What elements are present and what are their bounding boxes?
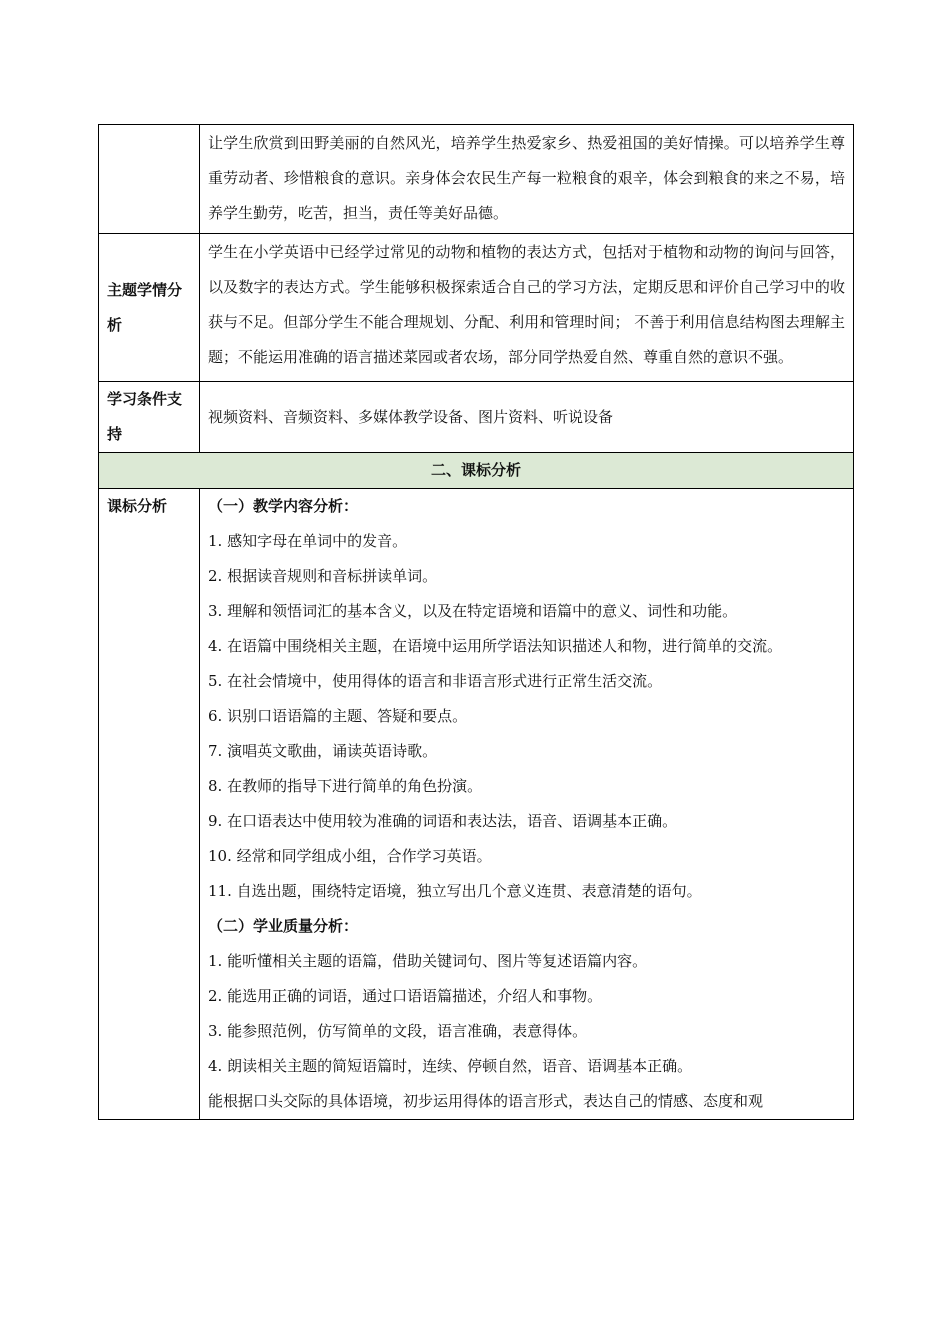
list-item: 4. 朗读相关主题的简短语篇时，连续、停顿自然，语音、语调基本正确。 bbox=[208, 1057, 693, 1075]
list-item: 10. 经常和同学组成小组，合作学习英语。 bbox=[208, 847, 492, 865]
teaching-content-list bbox=[208, 524, 845, 909]
learning-conditions-row bbox=[99, 382, 854, 453]
list-item: 11. 自选出题，围绕特定语境，独立写出几个意义连贯、表意清楚的语句。 bbox=[208, 882, 702, 900]
learner-analysis-label: 主题学情分析 bbox=[99, 234, 200, 382]
curriculum-analysis-row bbox=[99, 489, 854, 1120]
curriculum-analysis-label: 课标分析 bbox=[99, 489, 200, 1120]
list-item: 3. 能参照范例，仿写简单的文段，语言准确，表意得体。 bbox=[208, 1022, 588, 1040]
list-item: 能根据口头交际的具体语境，初步运用得体的语言形式，表达自己的情感、态度和观 bbox=[208, 1092, 764, 1110]
list-item: 2. 能选用正确的词语，通过口语语篇描述，介绍人和事物。 bbox=[208, 987, 603, 1005]
list-item: 7. 演唱英文歌曲，诵读英语诗歌。 bbox=[208, 742, 438, 760]
document-page bbox=[98, 124, 853, 1120]
list-item: 4. 在语篇中围绕相关主题，在语境中运用所学语法知识描述人和物，进行简单的交流。 bbox=[208, 637, 783, 655]
list-item: 1. 能听懂相关主题的语篇，借助关键词句、图片等复述语篇内容。 bbox=[208, 952, 648, 970]
list-item: 2. 根据读音规则和音标拼读单词。 bbox=[208, 567, 438, 585]
list-item: 3. 理解和领悟词汇的基本含义，以及在特定语境和语篇中的意义、词性和功能。 bbox=[208, 602, 738, 620]
section-curriculum-header-row bbox=[99, 453, 854, 489]
learner-analysis-row bbox=[99, 234, 854, 382]
learning-conditions-label: 学习条件支持 bbox=[99, 382, 200, 453]
lesson-plan-table bbox=[98, 124, 854, 1120]
list-item: 1. 感知字母在单词中的发音。 bbox=[208, 532, 408, 550]
learner-analysis-text: 学生在小学英语中已经学过常见的动物和植物的表达方式，包括对于植物和动物的询问与回答，以及数字的表达方式。学生能够积极探索适合自己的学习方法，定期反思和评价自己学习中的收获与不足。但部分学生不能合理规划、分配、利用和管理时间； 不善于利用信息结构图去理解主题；不能运用准确的语言描述菜园或者农场，部分同学热爱自然、尊重自然的意识不强。 bbox=[200, 234, 854, 382]
goals-continuation-text: 让学生欣赏到田野美丽的自然风光，培养学生热爱家乡、热爱祖国的美好情操。可以培养学生尊重劳动者、珍惜粮食的意识。亲身体会农民生产每一粒粮食的艰辛，体会到粮食的来之不易，培养学生勤劳，吃苦，担当，责任等美好品德。 bbox=[200, 125, 854, 234]
curriculum-analysis-content bbox=[200, 489, 854, 1120]
section-curriculum-title: 二、课标分析 bbox=[99, 453, 854, 489]
academic-quality-list bbox=[208, 944, 845, 1119]
goals-continuation-label bbox=[99, 125, 200, 234]
teaching-content-heading: （一）教学内容分析： bbox=[208, 497, 359, 515]
list-item: 8. 在教师的指导下进行简单的角色扮演。 bbox=[208, 777, 483, 795]
list-item: 6. 识别口语语篇的主题、答疑和要点。 bbox=[208, 707, 468, 725]
list-item: 9. 在口语表达中使用较为准确的词语和表达法，语音、语调基本正确。 bbox=[208, 812, 678, 830]
learning-conditions-text: 视频资料、音频资料、多媒体教学设备、图片资料、听说设备 bbox=[200, 382, 854, 453]
academic-quality-heading: （二）学业质量分析： bbox=[208, 917, 359, 935]
goals-continuation-row bbox=[99, 125, 854, 234]
list-item: 5. 在社会情境中，使用得体的语言和非语言形式进行正常生活交流。 bbox=[208, 672, 663, 690]
